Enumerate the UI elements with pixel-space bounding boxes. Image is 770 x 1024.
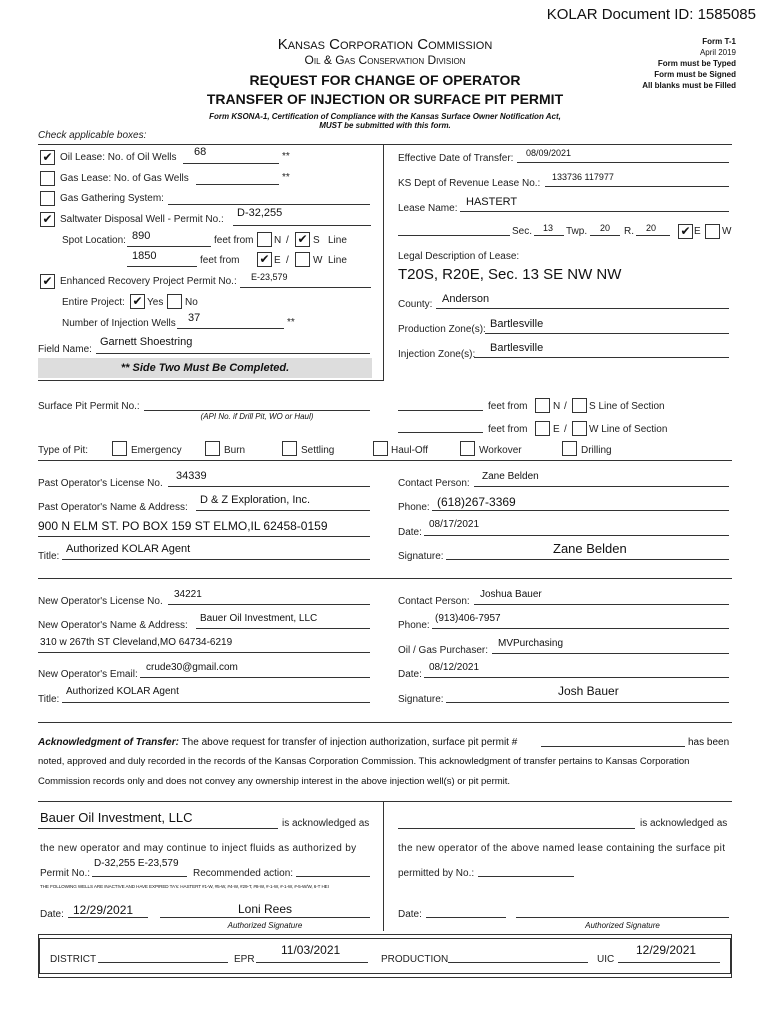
oil-lease-label: Oil Lease: No. of Oil Wells: [60, 152, 177, 163]
new-email-line: [140, 677, 370, 678]
past-title-label: Title:: [38, 551, 60, 562]
pit-drilling-label: Drilling: [581, 445, 612, 456]
ack-operator-line: [38, 828, 278, 829]
spot-value-2[interactable]: 1850: [132, 250, 157, 262]
past-signature-label: Signature:: [398, 551, 444, 562]
surface-pit-line: [144, 410, 370, 411]
ack-lead: Acknowledgment of Transfer:: [38, 737, 179, 748]
county-value[interactable]: Anderson: [442, 293, 490, 305]
field-name-value[interactable]: Garnett Shoestring: [100, 336, 193, 348]
purchaser-line: [492, 653, 729, 654]
production-zone-label: Production Zone(s):: [398, 324, 486, 335]
past-title-value[interactable]: Authorized KOLAR Agent: [66, 543, 191, 555]
ack-right-date-label: Date:: [398, 909, 422, 920]
past-phone-value[interactable]: (618)267-3369: [437, 495, 516, 509]
past-signature-line: [446, 559, 729, 560]
new-name-label: New Operator's Name & Address:: [38, 620, 188, 631]
pit-burn-checkbox[interactable]: [205, 441, 220, 456]
ack-signature-line: [160, 917, 370, 918]
division-name: Oil & Gas Conservation Division: [304, 53, 466, 67]
past-name-line: [196, 510, 370, 511]
gas-gathering-label: Gas Gathering System:: [60, 193, 164, 204]
oil-lease-checkbox[interactable]: ✔: [40, 150, 55, 165]
eor-permit-value[interactable]: E-23,579: [251, 272, 288, 282]
form-number: Form T-1: [702, 37, 736, 46]
injection-wells-line: [177, 328, 284, 329]
new-license-value[interactable]: 34221: [174, 589, 202, 600]
api-note: (API No. if Drill Pit, WO or Haul): [200, 412, 314, 421]
permit-no-line: [92, 876, 187, 877]
new-address-value[interactable]: 310 w 267th ST Cleveland,MO 64734-6219: [40, 637, 233, 648]
injection-zone-label: Injection Zone(s):: [398, 349, 476, 360]
new-name-value[interactable]: Bauer Oil Investment, LLC: [200, 613, 318, 624]
new-email-label: New Operator's Email:: [38, 669, 138, 680]
new-contact-line: [474, 604, 729, 605]
lease-name-line: [460, 211, 729, 212]
stars: **: [287, 317, 295, 328]
new-signature-label: Signature:: [398, 694, 444, 705]
new-signature-line: [446, 702, 729, 703]
gas-wells-line: [196, 184, 279, 185]
ack-date-value[interactable]: 12/29/2021: [73, 903, 134, 917]
pit-north-checkbox[interactable]: [535, 398, 550, 413]
past-contact-line: [474, 486, 729, 487]
uic-label: UIC: [597, 954, 615, 965]
county-line: [436, 308, 729, 309]
eor-checkbox[interactable]: ✔: [40, 274, 55, 289]
yes-label: Yes: [147, 297, 164, 308]
form-date: April 2019: [699, 48, 736, 57]
entire-no-checkbox[interactable]: [167, 294, 182, 309]
recommended-action-line: [296, 876, 370, 877]
lease-name-label: Lease Name:: [398, 203, 458, 214]
twp-value[interactable]: 20: [600, 223, 611, 233]
swd-permit-value[interactable]: D-32,255: [237, 207, 283, 219]
sec-value[interactable]: 13: [543, 223, 554, 233]
pit-workover-checkbox[interactable]: [460, 441, 475, 456]
epr-line: [256, 962, 368, 963]
new-contact-label: Contact Person:: [398, 596, 470, 607]
south-checkbox[interactable]: ✔: [295, 232, 310, 247]
pit-workover-label: Workover: [479, 445, 522, 456]
location-line: [398, 235, 510, 236]
new-title-label: Title:: [38, 694, 60, 705]
pit-emergency-label: Emergency: [131, 445, 182, 456]
ack-text-1: The above request for transfer of injection authorization, surface pit permit #: [181, 737, 518, 748]
permit-no-label: Permit No.:: [40, 868, 91, 879]
pit-type-label: Type of Pit:: [38, 445, 89, 456]
effective-date-label: Effective Date of Transfer:: [398, 153, 514, 164]
field-name-line: [96, 353, 370, 354]
legal-description-label: Legal Description of Lease:: [398, 251, 520, 262]
past-license-value[interactable]: 34339: [176, 470, 207, 482]
pit-east-label: E: [553, 424, 560, 435]
form-signed: Form must be Signed: [654, 70, 736, 79]
epr-date-value[interactable]: 11/03/2021: [281, 943, 341, 957]
new-signature-value[interactable]: Josh Bauer: [558, 684, 619, 698]
new-title-value[interactable]: Authorized KOLAR Agent: [66, 686, 179, 697]
past-contact-label: Contact Person:: [398, 478, 470, 489]
no-label: No: [185, 297, 198, 308]
ack-as-label: is acknowledged as: [282, 818, 370, 829]
pit-south-checkbox[interactable]: [572, 398, 587, 413]
twp-line: [590, 235, 620, 236]
past-address-value[interactable]: 900 N ELM ST. PO BOX 159 ST ELMO,IL 62458-0159: [38, 519, 328, 533]
stars: **: [282, 151, 290, 162]
ack-text-2: noted, approved and duly recorded in the records of the Kansas Corporation Commission. This acknowledgment of transfer pertains to Kansas Corporation: [38, 756, 690, 767]
ks-lease-value[interactable]: 133736 117977: [552, 172, 614, 182]
production-zone-value[interactable]: Bartlesville: [490, 318, 544, 330]
oil-wells-value[interactable]: 68: [194, 146, 207, 158]
range-value[interactable]: 20: [646, 223, 657, 233]
swd-label: Saltwater Disposal Well - Permit No.:: [60, 214, 224, 225]
ack-right-date-line: [426, 917, 506, 918]
past-phone-label: Phone:: [398, 502, 430, 513]
entire-yes-checkbox[interactable]: ✔: [130, 294, 145, 309]
production-zone-line: [485, 333, 729, 334]
past-license-line: [168, 486, 370, 487]
new-title-line: [62, 702, 370, 703]
range-line: [636, 235, 670, 236]
eor-label: Enhanced Recovery Project Permit No.:: [60, 276, 237, 287]
ack-right-text: the new operator of the above named lease containing the surface pit: [398, 843, 726, 854]
column-divider: [383, 144, 384, 380]
uic-date-value[interactable]: 12/29/2021: [636, 943, 697, 957]
ack-text-3: Commission records only and does not convey any ownership interest in the above injection well(s) or pit permit.: [38, 776, 511, 787]
form-info: [642, 36, 736, 91]
uic-line: [618, 962, 720, 963]
pit-burn-label: Burn: [224, 445, 246, 456]
line-label: Line: [328, 235, 347, 246]
section-rule: [38, 801, 732, 802]
range-east-label: E: [694, 226, 701, 237]
purchaser-value[interactable]: MVPurchasing: [498, 638, 564, 649]
injection-zone-value[interactable]: Bartlesville: [490, 342, 544, 354]
ack-has-been: has been: [688, 737, 730, 748]
swd-permit-line: [233, 225, 371, 226]
ack-right-authorized-signature: Authorized Signature: [585, 921, 660, 930]
gas-lease-checkbox[interactable]: [40, 171, 55, 186]
past-license-label: Past Operator's License No.: [38, 478, 163, 489]
pit-south-label: S Line of Section: [589, 401, 665, 412]
feet-from-label: feet from: [200, 255, 240, 266]
new-date-label: Date:: [398, 669, 422, 680]
past-title-line: [62, 559, 370, 560]
range-east-checkbox[interactable]: ✔: [678, 224, 693, 239]
spot-value-1[interactable]: 890: [132, 230, 151, 242]
new-address-line: [38, 652, 370, 653]
feet-from-label: feet from: [214, 235, 254, 246]
pit-settling-label: Settling: [301, 445, 335, 456]
twp-label: Twp.: [566, 226, 588, 237]
pit-north-label: N: [553, 401, 561, 412]
ack-right-operator-line: [398, 828, 635, 829]
side-two-banner: [38, 358, 372, 378]
ack-date-line: [68, 917, 148, 918]
pit-west-label: W Line of Section: [589, 424, 668, 435]
ks-lease-line: [545, 186, 729, 187]
range-label: R.: [624, 226, 634, 237]
form-subtitle-1: Form KSONA-1, Certification of Compliance with the Kansas Surface Owner Notification Act,: [209, 112, 561, 121]
swd-checkbox[interactable]: ✔: [40, 212, 55, 227]
range-west-checkbox[interactable]: [705, 224, 720, 239]
sec-label: Sec.: [512, 226, 533, 237]
production-label: PRODUCTION: [381, 954, 449, 965]
new-name-line: [196, 628, 370, 629]
range-west-label: W: [722, 226, 732, 237]
past-date-line: [424, 535, 729, 536]
east-checkbox[interactable]: ✔: [257, 252, 272, 267]
district-label: DISTRICT: [50, 954, 97, 965]
column-divider: [383, 801, 384, 931]
new-phone-line: [432, 628, 729, 629]
epr-label: EPR: [234, 954, 255, 965]
section-rule: [38, 380, 384, 381]
pit-west-checkbox[interactable]: [572, 421, 587, 436]
oil-wells-line: [183, 163, 279, 164]
ack-right-permitted-label: permitted by No.:: [398, 868, 475, 879]
pit-haul-checkbox[interactable]: [373, 441, 388, 456]
new-license-line: [168, 604, 370, 605]
form-subtitle-2: MUST be submitted with this form.: [319, 121, 451, 130]
ack-permit-line: [541, 746, 685, 747]
injection-wells-value[interactable]: 37: [188, 312, 201, 324]
check-boxes-label: Check applicable boxes:: [38, 130, 147, 141]
spot-line-2: [127, 266, 197, 267]
spot-line-1: [127, 246, 211, 247]
pit-feet-line-2: [398, 432, 483, 433]
ack-line-1: [38, 737, 517, 748]
new-phone-label: Phone:: [398, 620, 430, 631]
gas-lease-label: Gas Lease: No. of Gas Wells: [60, 173, 189, 184]
new-license-label: New Operator's License No.: [38, 596, 163, 607]
ack-new-operator-text: the new operator and may continue to inject fluids as authorized by: [40, 843, 357, 854]
pit-east-checkbox[interactable]: [535, 421, 550, 436]
section-rule: [38, 460, 732, 461]
new-email-value[interactable]: crude30@gmail.com: [146, 662, 238, 673]
new-date-line: [424, 677, 729, 678]
district-line: [98, 962, 228, 963]
surface-pit-label: Surface Pit Permit No.:: [38, 401, 140, 412]
permit-no-value[interactable]: D-32,255 E-23,579: [94, 858, 179, 869]
ack-date-label: Date:: [40, 909, 64, 920]
ack-signer-name[interactable]: Loni Rees: [237, 902, 293, 916]
pit-drilling-checkbox[interactable]: [562, 441, 577, 456]
past-contact-value[interactable]: Zane Belden: [482, 471, 539, 482]
ks-lease-label: KS Dept of Revenue Lease No.:: [398, 178, 541, 189]
injection-zone-line: [474, 357, 729, 358]
lease-name-value[interactable]: HASTERT: [466, 196, 518, 208]
north-label: N: [274, 235, 282, 246]
feet-from-label: feet from: [488, 401, 528, 412]
past-date-value[interactable]: 08/17/2021: [429, 519, 480, 530]
purchaser-label: Oil / Gas Purchaser:: [398, 645, 489, 656]
spot-location-label: Spot Location:: [62, 235, 126, 246]
past-signature-value[interactable]: Zane Belden: [553, 541, 627, 556]
ack-right-permitted-line: [478, 876, 574, 877]
line-label: Line: [328, 255, 347, 266]
new-contact-value[interactable]: Joshua Bauer: [480, 589, 542, 600]
entire-project-label: Entire Project:: [62, 297, 125, 308]
ack-right-as-label: is acknowledged as: [640, 818, 728, 829]
legal-description-value[interactable]: T20S, R20E, Sec. 13 SE NW NW: [398, 266, 622, 283]
injection-wells-label: Number of Injection Wells: [62, 318, 176, 329]
form-title-1: REQUEST FOR CHANGE OF OPERATOR: [249, 72, 521, 88]
new-phone-value[interactable]: (913)406-7957: [435, 613, 501, 624]
side-two-note: ** Side Two Must Be Completed.: [120, 362, 290, 374]
ack-authorized-signature: Authorized Signature: [227, 921, 303, 930]
south-label: S: [313, 235, 320, 246]
inactive-wells-note: THE FOLLOWING WELLS ARE INACTIVE AND HAVE EXPIRED TA's: HASTERT #1-W, #5-W, #4-W, #29-T, #8-W, #-1-W, #-1-W, #-5-W/W, 6-T HEI: [40, 884, 329, 889]
west-checkbox[interactable]: [295, 252, 310, 267]
effective-date-value[interactable]: 08/09/2021: [526, 148, 572, 158]
form-filled: All blanks must be Filled: [642, 81, 736, 90]
new-date-value[interactable]: 08/12/2021: [429, 662, 480, 673]
form-typed: Form must be Typed: [657, 59, 736, 68]
production-line: [448, 962, 588, 963]
west-label: W: [313, 255, 323, 266]
agency-name: Kansas Corporation Commission: [277, 36, 493, 53]
document-id: KOLAR Document ID: 1585085: [546, 6, 756, 23]
past-address-line: [38, 536, 370, 537]
sec-line: [534, 235, 564, 236]
section-rule: [38, 722, 732, 723]
effective-date-line: [517, 162, 729, 163]
north-checkbox[interactable]: [257, 232, 272, 247]
stars: **: [282, 172, 290, 183]
pit-haul-label: Haul-Off: [391, 445, 429, 456]
ack-operator-name[interactable]: Bauer Oil Investment, LLC: [40, 810, 193, 825]
ack-right-signature-line: [516, 917, 729, 918]
past-date-label: Date:: [398, 527, 422, 538]
feet-from-label: feet from: [488, 424, 528, 435]
recommended-action-label: Recommended action:: [193, 868, 294, 879]
pit-emergency-checkbox[interactable]: [112, 441, 127, 456]
past-name-label: Past Operator's Name & Address:: [38, 502, 188, 513]
gas-gathering-checkbox[interactable]: [40, 191, 55, 206]
pit-feet-line-1: [398, 410, 483, 411]
field-name-label: Field Name:: [38, 344, 92, 355]
eor-permit-line: [240, 287, 371, 288]
section-rule: [38, 144, 732, 145]
section-rule: [38, 578, 732, 579]
past-phone-line: [432, 510, 729, 511]
form-title-2: TRANSFER OF INJECTION OR SURFACE PIT PERMIT: [206, 91, 564, 107]
east-label: E: [274, 255, 281, 266]
past-name-value[interactable]: D & Z Exploration, Inc.: [200, 494, 311, 506]
county-label: County:: [398, 299, 433, 310]
gas-gathering-line: [168, 204, 370, 205]
pit-settling-checkbox[interactable]: [282, 441, 297, 456]
